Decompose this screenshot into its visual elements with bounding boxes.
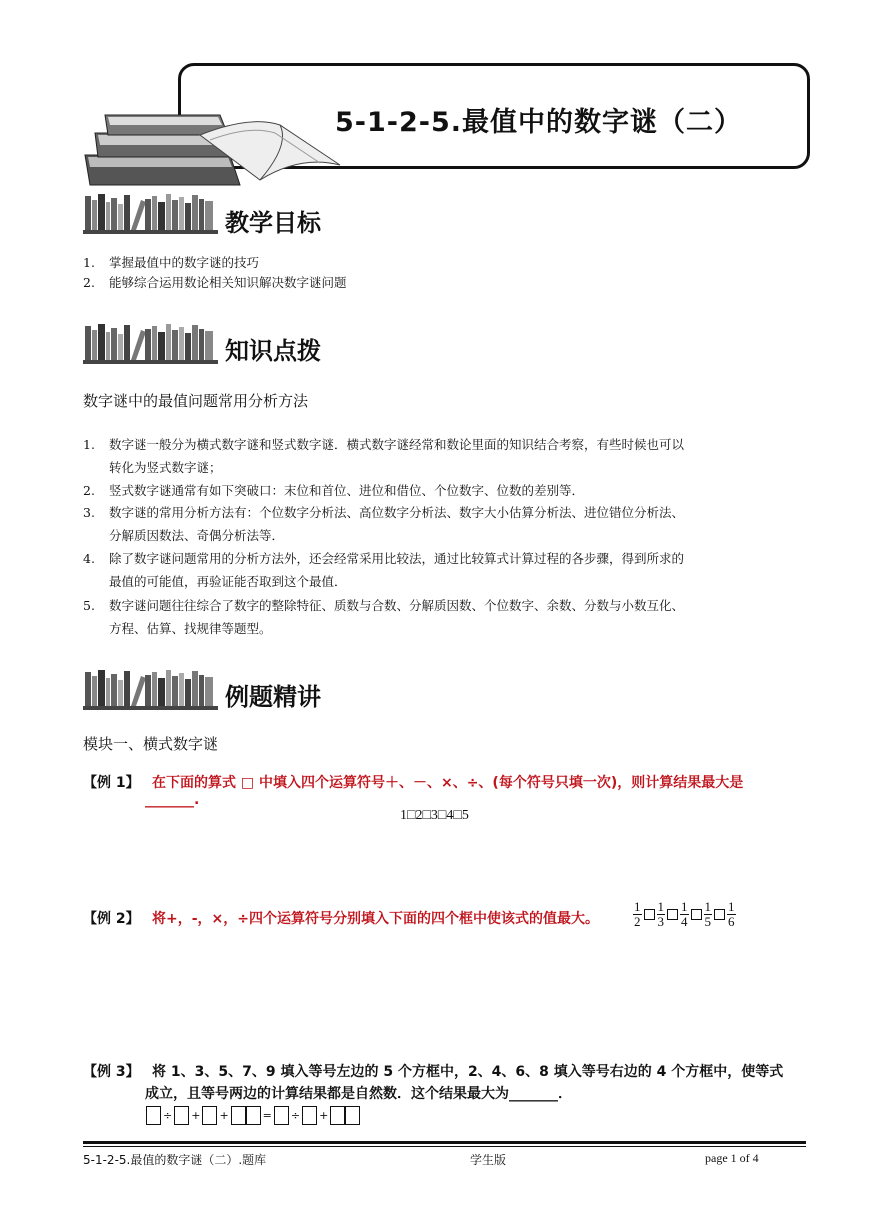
list-item-line: 数字谜的常用分析方法有：个位数字分析法、高位数字分析法、数字大小估算分析法、进位错位分析法、 <box>109 505 685 520</box>
number-box[interactable] <box>202 1106 217 1125</box>
denominator: 6 <box>728 914 735 929</box>
number-box[interactable] <box>231 1106 246 1125</box>
denominator: 5 <box>704 914 711 929</box>
example-tag: 【例 3】 <box>83 1064 140 1080</box>
list-item: 掌握最值中的数字谜的技巧 <box>109 255 260 270</box>
period: . <box>194 792 200 808</box>
list-number: 4. <box>83 551 95 566</box>
example-3-question-line1: 将 1、3、5、7、9 填入等号左边的 5 个方框中，2、4、6、8 填入等号右边的 4 个方框中，使等式 <box>152 1064 784 1080</box>
list-item-line: 数字谜问题往往综合了数字的整除特征、质数与合数、分解质因数、个位数字、余数、分数与小数互化、 <box>109 598 685 613</box>
number-box[interactable] <box>330 1106 345 1125</box>
numerator: 1 <box>681 899 688 914</box>
example-3-box-equation <box>146 1105 360 1125</box>
divide-sign: ÷ <box>290 1109 301 1122</box>
list-number: 1. <box>83 255 95 270</box>
bookshelf-icon <box>83 190 218 234</box>
number-box[interactable] <box>274 1106 289 1125</box>
answer-blank: _______ <box>145 792 194 808</box>
number-box[interactable] <box>302 1106 317 1125</box>
footer-left: 5-1-2-5.最值的数字谜（二）.题库 <box>83 1153 267 1167</box>
section-title-examples: 例题精讲 <box>225 683 321 711</box>
footer-page-number: page 1 of 4 <box>705 1151 759 1165</box>
list-number: 3. <box>83 505 95 520</box>
footer-center: 学生版 <box>470 1153 507 1167</box>
list-item: 能够综合运用数论相关知识解决数字谜问题 <box>109 275 347 290</box>
section-title-knowledge: 知识点拨 <box>225 337 321 365</box>
example-tag: 【例 2】 <box>83 911 140 927</box>
footer-divider-thin <box>83 1146 806 1147</box>
number-box[interactable] <box>246 1106 261 1125</box>
divide-sign: ÷ <box>163 1109 173 1122</box>
denominator: 3 <box>657 914 664 929</box>
fraction <box>633 900 642 929</box>
plus-sign: + <box>219 1109 229 1122</box>
example-tag: 【例 1】 <box>83 775 140 791</box>
list-item-line: 分解质因数法、奇偶分析法等． <box>109 528 285 543</box>
list-number: 5. <box>83 598 95 613</box>
list-number: 2. <box>83 483 95 498</box>
knowledge-subtitle: 数字谜中的最值问题常用分析方法 <box>83 392 309 410</box>
section-title-goals: 教学目标 <box>225 209 321 237</box>
denominator: 2 <box>634 914 641 929</box>
list-item-line: 除了数字谜问题常用的分析方法外，还会经常采用比较法，通过比较算式计算过程的各步骤，得到所求的 <box>109 551 685 566</box>
example-2-question: 将+，-，×，÷四个运算符号分别填入下面的四个框中使该式的值最大。 <box>152 911 600 927</box>
fraction <box>680 900 689 929</box>
page-title: 5-1-2-5.最值中的数字谜（二） <box>335 107 743 138</box>
equals-sign: = <box>262 1109 272 1122</box>
bookshelf-icon <box>83 320 218 364</box>
fraction <box>704 900 713 929</box>
example-1-formula: 1□2□3□4□5 <box>400 808 469 823</box>
list-item-line: 方程、估算、找规律等题型。 <box>109 621 272 636</box>
fraction <box>727 900 736 929</box>
example-1-answer-line <box>145 792 199 808</box>
example-3-question-line2: 成立，且等号两边的计算结果都是自然数．这个结果最大为_______． <box>145 1086 572 1102</box>
bookshelf-icon <box>83 666 218 710</box>
numerator: 1 <box>728 899 735 914</box>
example-2-fraction-expression <box>632 900 737 929</box>
list-number: 1. <box>83 437 95 452</box>
list-item-line: 数字谜一般分为横式数字谜和竖式数字谜．横式数字谜经常和数论里面的知识结合考察，有些时候也可以 <box>109 437 685 452</box>
operator-box[interactable] <box>714 909 725 920</box>
plus-sign: + <box>191 1109 201 1122</box>
operator-box[interactable] <box>644 909 655 920</box>
list-number: 2. <box>83 275 95 290</box>
number-box[interactable] <box>174 1106 189 1125</box>
number-box[interactable] <box>146 1106 161 1125</box>
numerator: 1 <box>704 899 711 914</box>
number-box[interactable] <box>345 1106 360 1125</box>
fraction <box>657 900 666 929</box>
operator-box[interactable] <box>667 909 678 920</box>
list-item-line: 最值的可能值，再验证能否取到这个最值． <box>109 574 347 589</box>
numerator: 1 <box>657 899 664 914</box>
example-1-question: 在下面的算式 □ 中填入四个运算符号＋、－、×、÷、(每个符号只填一次)，则计算结果最大是 <box>152 775 744 791</box>
denominator: 4 <box>681 914 688 929</box>
module-heading: 模块一、横式数字谜 <box>83 735 219 753</box>
list-item-line: 竖式数字谜通常有如下突破口：末位和首位、进位和借位、个位数字、位数的差别等． <box>109 483 585 498</box>
list-item-line: 转化为竖式数字谜； <box>109 460 222 475</box>
numerator: 1 <box>634 899 641 914</box>
plus-sign: + <box>319 1109 329 1122</box>
operator-box[interactable] <box>691 909 702 920</box>
footer-divider <box>83 1141 806 1144</box>
books-illustration-icon <box>80 95 345 190</box>
